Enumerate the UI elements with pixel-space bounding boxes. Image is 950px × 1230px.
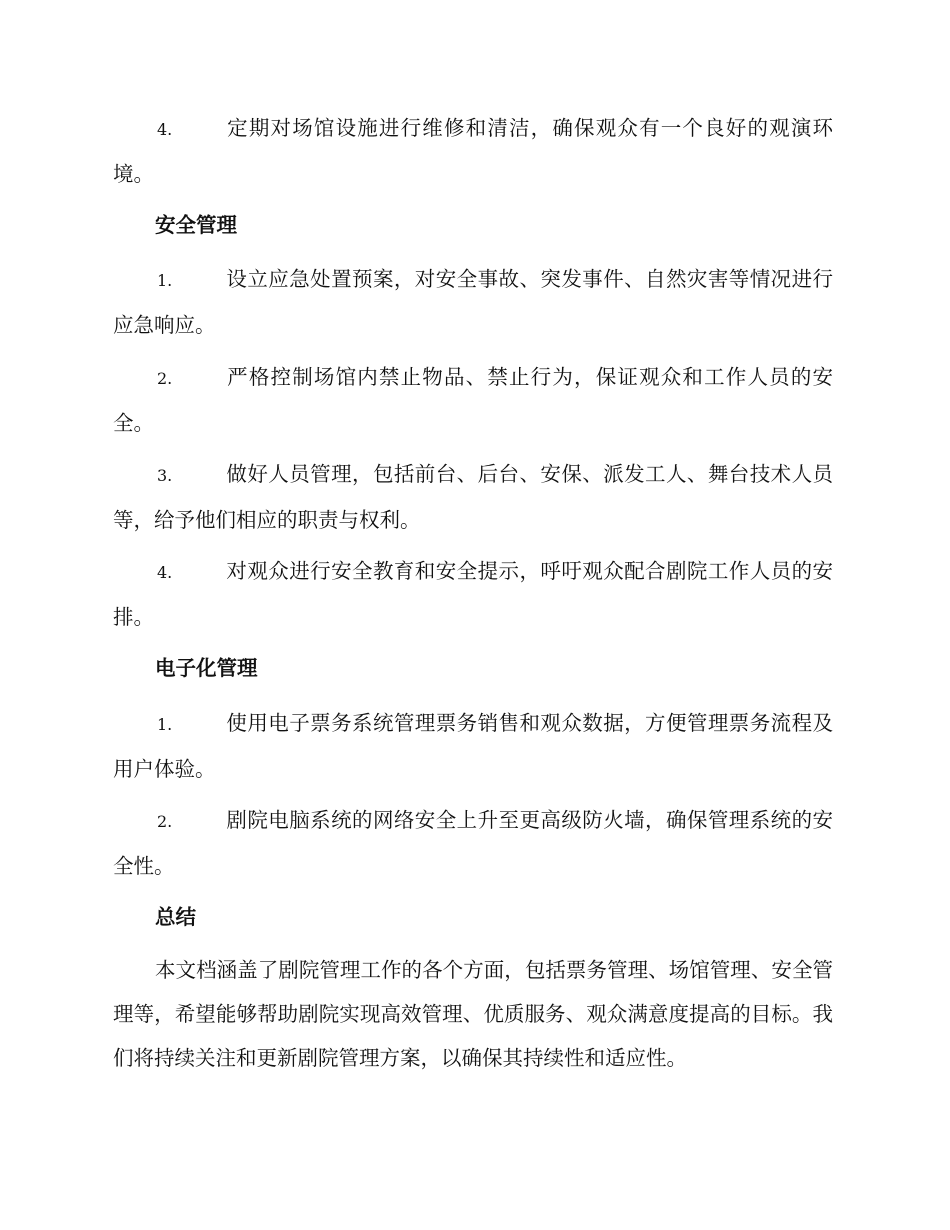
item-number: 4. bbox=[157, 120, 173, 139]
list-item-safety-1 bbox=[113, 257, 833, 347]
item-number: 2. bbox=[157, 369, 173, 388]
item-text: 严格控制场馆内禁止物品、禁止行为，保证观众和工作人员的安全。 bbox=[113, 365, 833, 435]
list-item-safety-3 bbox=[113, 452, 833, 542]
item-number: 2. bbox=[157, 812, 173, 831]
item-number: 4. bbox=[157, 563, 173, 582]
list-item-venue-4 bbox=[113, 106, 833, 196]
item-text: 做好人员管理，包括前台、后台、安保、派发工人、舞台技术人员等，给予他们相应的职责与权利。 bbox=[113, 462, 833, 532]
item-text: 剧院电脑系统的网络安全上升至更高级防火墙，确保管理系统的安全性。 bbox=[113, 808, 833, 878]
item-number: 3. bbox=[157, 466, 173, 485]
item-number: 1. bbox=[157, 271, 173, 290]
list-item-safety-2 bbox=[113, 355, 833, 445]
summary-paragraph: 本文档涵盖了剧院管理工作的各个方面，包括票务管理、场馆管理、安全管理等，希望能够帮助剧院实现高效管理、优质服务、观众满意度提高的目标。我们将持续关注和更新剧院管理方案，以确保其持续性和适应性。 bbox=[113, 958, 833, 1070]
section-heading-digital: 电子化管理 bbox=[155, 656, 258, 680]
item-text: 使用电子票务系统管理票务销售和观众数据，方便管理票务流程及用户体验。 bbox=[113, 711, 833, 781]
item-number: 1. bbox=[157, 715, 173, 734]
list-item-safety-4 bbox=[113, 549, 833, 639]
section-heading-safety: 安全管理 bbox=[155, 213, 237, 237]
list-item-digital-1 bbox=[113, 701, 833, 791]
section-heading-summary: 总结 bbox=[155, 905, 196, 929]
item-text: 对观众进行安全教育和安全提示，呼吁观众配合剧院工作人员的安排。 bbox=[113, 559, 833, 629]
item-text: 定期对场馆设施进行维修和清洁，确保观众有一个良好的观演环境。 bbox=[113, 116, 833, 186]
list-item-digital-2 bbox=[113, 798, 833, 888]
item-text: 设立应急处置预案，对安全事故、突发事件、自然灾害等情况进行应急响应。 bbox=[113, 267, 833, 337]
